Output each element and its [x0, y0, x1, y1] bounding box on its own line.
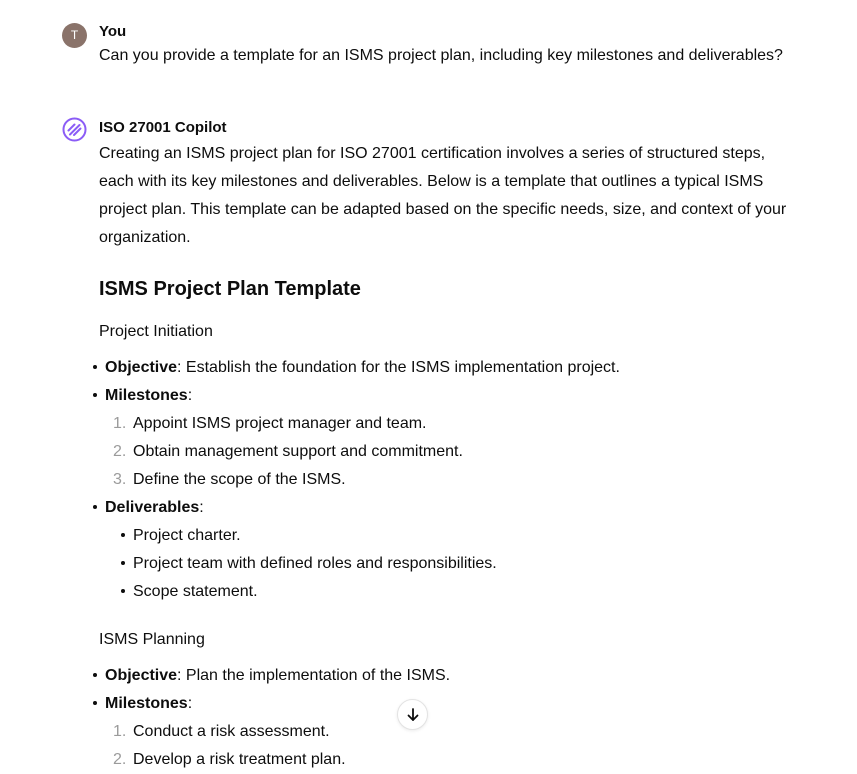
assistant-author-name: ISO 27001 Copilot — [99, 119, 227, 136]
user-avatar: T — [62, 23, 87, 48]
assistant-message — [62, 116, 797, 774]
milestones-label: Milestones — [105, 387, 188, 404]
deliverables-label: Deliverables — [105, 499, 200, 516]
list-item: 3. Define the scope of the ISMS. — [113, 471, 346, 488]
objective-item — [99, 662, 797, 690]
plan-title: ISMS Project Plan Template — [99, 278, 361, 300]
user-message-text: Can you provide a template for an ISMS project plan, including key milestones and deliverables? — [99, 47, 783, 64]
scroll-to-bottom-button[interactable] — [397, 699, 428, 730]
deliverables-list — [105, 522, 797, 606]
copilot-logo-icon — [62, 117, 87, 142]
objective-text: : Plan the implementation of the ISMS. — [177, 667, 451, 684]
user-message — [62, 20, 797, 68]
section-title-project-initiation: Project Initiation — [99, 323, 213, 340]
deliverables-item: Deliverables: Project charter. Project team with defined roles and responsibilities. Scope statement. — [99, 494, 797, 606]
objective-text: : Establish the foundation for the ISMS implementation project. — [177, 359, 620, 376]
objective-item — [99, 354, 797, 382]
list-item: Scope statement. — [105, 578, 797, 606]
list-item: Project team with defined roles and responsibilities. — [105, 550, 797, 578]
section-list — [99, 354, 797, 606]
intro-paragraph: Creating an ISMS project plan for ISO 27001 certification involves a series of structured steps, each with its key milestones and deliverables. Below is a template that outlines a typical ISMS project plan. This template can be adapted based on the specific needs, size, and context of your organization. — [99, 145, 787, 246]
list-item: 2. Obtain management support and commitment. — [113, 443, 463, 460]
list-item: 2. Develop a risk treatment plan. — [113, 751, 346, 768]
milestones-item: Milestones: 1. Appoint ISMS project manager and team. 2. Obtain management support and commitment. 3. Define the scope of the ISMS. — [99, 382, 797, 494]
bottom-fade — [0, 743, 857, 751]
user-author-name: You — [99, 23, 127, 40]
objective-label: Objective — [105, 359, 178, 376]
milestones-list — [105, 410, 797, 494]
arrow-down-icon — [405, 707, 421, 723]
milestones-label: Milestones — [105, 695, 188, 712]
list-item: Project charter. — [105, 522, 797, 550]
list-item: 1. Appoint ISMS project manager and team. — [113, 415, 427, 432]
section-list — [99, 662, 797, 774]
section-title-isms-planning: ISMS Planning — [99, 631, 205, 648]
milestones-item: Milestones: 1. Conduct a risk assessment. 2. Develop a risk treatment plan. — [99, 690, 797, 774]
list-item: 1. Conduct a risk assessment. — [113, 723, 330, 740]
objective-label: Objective — [105, 667, 178, 684]
